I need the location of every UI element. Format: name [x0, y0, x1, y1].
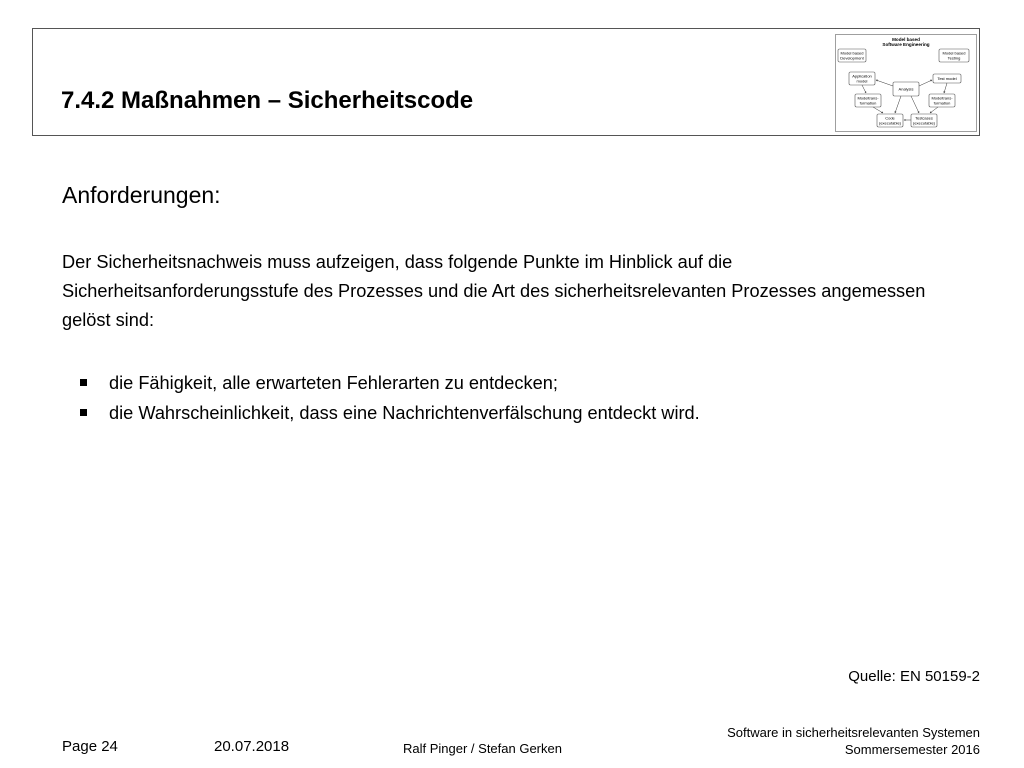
footer-course-line1: Software in sicherheitsrelevanten Systemen: [727, 725, 980, 740]
mbd-line1: Model based: [840, 50, 864, 56]
list-item: [80, 368, 700, 398]
test-model-label: Test model: [937, 76, 957, 81]
footer-date: 20.07.2018: [214, 738, 290, 755]
mt-right-line1: Modeltrans-: [931, 95, 953, 101]
slide-header: [32, 28, 980, 136]
list-item-text: die Wahrscheinlichkeit, dass eine Nachrichtenverfälschung entdeckt wird.: [109, 403, 700, 423]
mbse-diagram: [835, 34, 977, 132]
source-citation: Quelle: EN 50159-2: [848, 668, 980, 685]
footer-course-line2: Sommersemester 2016: [844, 742, 980, 757]
diagram-title-line1: Model based: [892, 37, 920, 42]
code-line1: Code: [885, 115, 895, 121]
app-line1: Application: [852, 73, 872, 79]
list-item: [80, 398, 700, 428]
mbd-line2: Development: [840, 55, 864, 61]
square-bullet-icon: [80, 379, 87, 386]
intro-paragraph: Der Sicherheitsnachweis muss aufzeigen, dass folgende Punkte im Hinblick auf die Sicherheitsanforderungsstufe des Prozesses und die Art des sicherheitsrelevanten Prozesses angemessen gelöst sind:: [62, 252, 926, 330]
footer-authors: Ralf Pinger / Stefan Gerken: [403, 741, 562, 756]
app-line2: model: [856, 78, 868, 84]
analysis-label: Analysis: [898, 86, 914, 92]
code-line2: (executable): [878, 120, 902, 126]
mbt-line2: Testing: [947, 55, 961, 61]
tc-line1: Testcases: [915, 115, 933, 121]
mt-left-line1: Modeltrans-: [857, 95, 879, 101]
footer-page-number: Page 24: [62, 738, 118, 755]
mbt-line1: Model based: [942, 50, 966, 56]
footer-course: [727, 724, 980, 758]
list-item-text: die Fähigkeit, alle erwarteten Fehlerarten zu entdecken;: [109, 373, 558, 393]
mbse-diagram-svg: [835, 34, 977, 132]
slide-title: 7.4.2 Maßnahmen – Sicherheitscode: [61, 87, 474, 114]
requirements-list: [80, 368, 700, 428]
mt-left-line2: formation: [859, 100, 877, 106]
diagram-title-line2: Software Engineering: [882, 42, 930, 47]
tc-line2: (executable): [912, 120, 936, 126]
mt-right-line2: formation: [933, 100, 951, 106]
section-subheading: Anforderungen:: [62, 182, 221, 208]
square-bullet-icon: [80, 409, 87, 416]
